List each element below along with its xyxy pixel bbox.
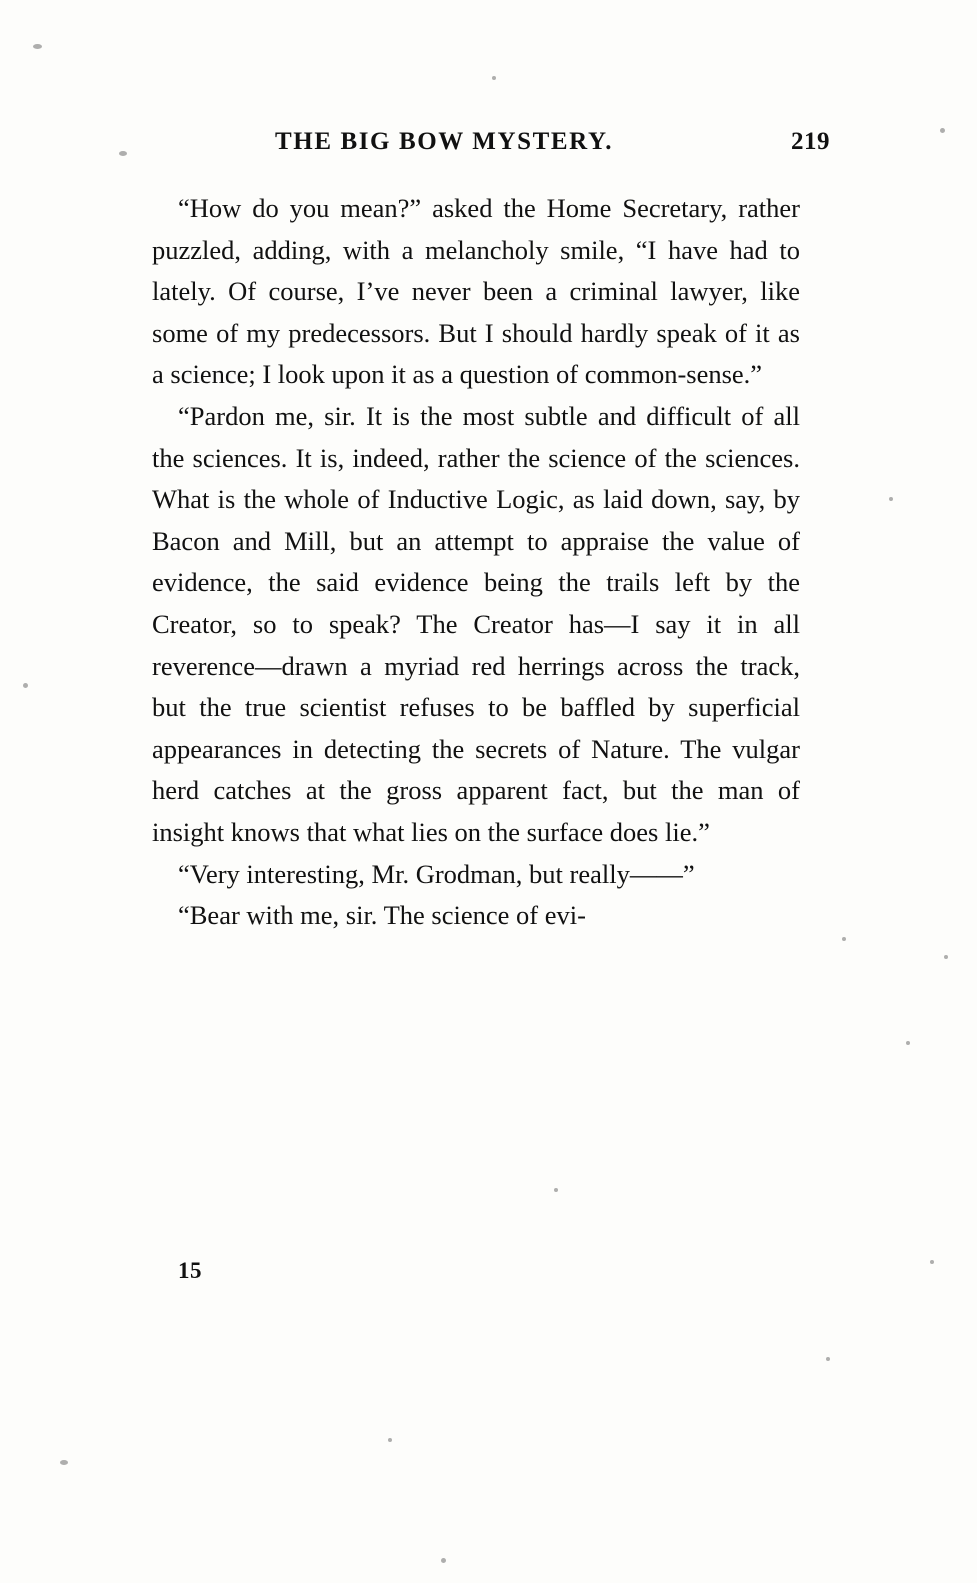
signature-mark: 15 [178, 1258, 202, 1283]
scan-speck [492, 76, 496, 80]
scan-speck [906, 1041, 910, 1045]
paragraph: “Very interesting, Mr. Grodman, but really——” [178, 858, 695, 889]
scan-speck [441, 1558, 446, 1563]
scan-speck [33, 44, 42, 49]
paragraph: “Bear with me, sir. The science of evi- [178, 900, 586, 931]
scan-speck [826, 1357, 830, 1361]
page-body [152, 188, 800, 937]
scan-speck [119, 151, 127, 156]
scan-speck [60, 1460, 68, 1465]
scan-speck [889, 497, 893, 501]
paragraph: “How do you mean?” asked the Home Secretary, rather puzzled, adding, with a melancholy smile, “I have had to lately. Of course, I’ve never been a criminal lawyer, like some of my predecessors. But I should hardly speak of it as a science; I look upon it as a question of common-sense.” [152, 193, 800, 390]
scan-speck [940, 128, 945, 133]
scan-speck [930, 1260, 934, 1264]
page-title: THE BIG BOW MYSTERY. [275, 128, 614, 155]
paragraph: “Pardon me, sir. It is the most subtle and difficult of all the sciences. It is, indeed, rather the science of the sciences. What is the whole of Inductive Logic, as laid down, say, by Bacon and Mill, but an attempt to appraise the value of evidence, the said evidence being the trails left by the Creator, so to speak? The Creator has—I say it in all reverence—drawn a myriad red herrings across the track, but the true scientist refuses to be baffled by superficial appearances in detecting the secrets of Nature. The vulgar herd catches at the gross apparent fact, but the man of insight knows that what lies on the surface does lie.” [152, 400, 800, 847]
scan-speck [388, 1438, 392, 1442]
page-number: 219 [791, 128, 830, 155]
scan-speck [842, 937, 846, 941]
running-head [150, 128, 830, 156]
scan-speck [554, 1188, 558, 1192]
scan-speck [944, 955, 948, 959]
scan-speck [23, 683, 28, 688]
